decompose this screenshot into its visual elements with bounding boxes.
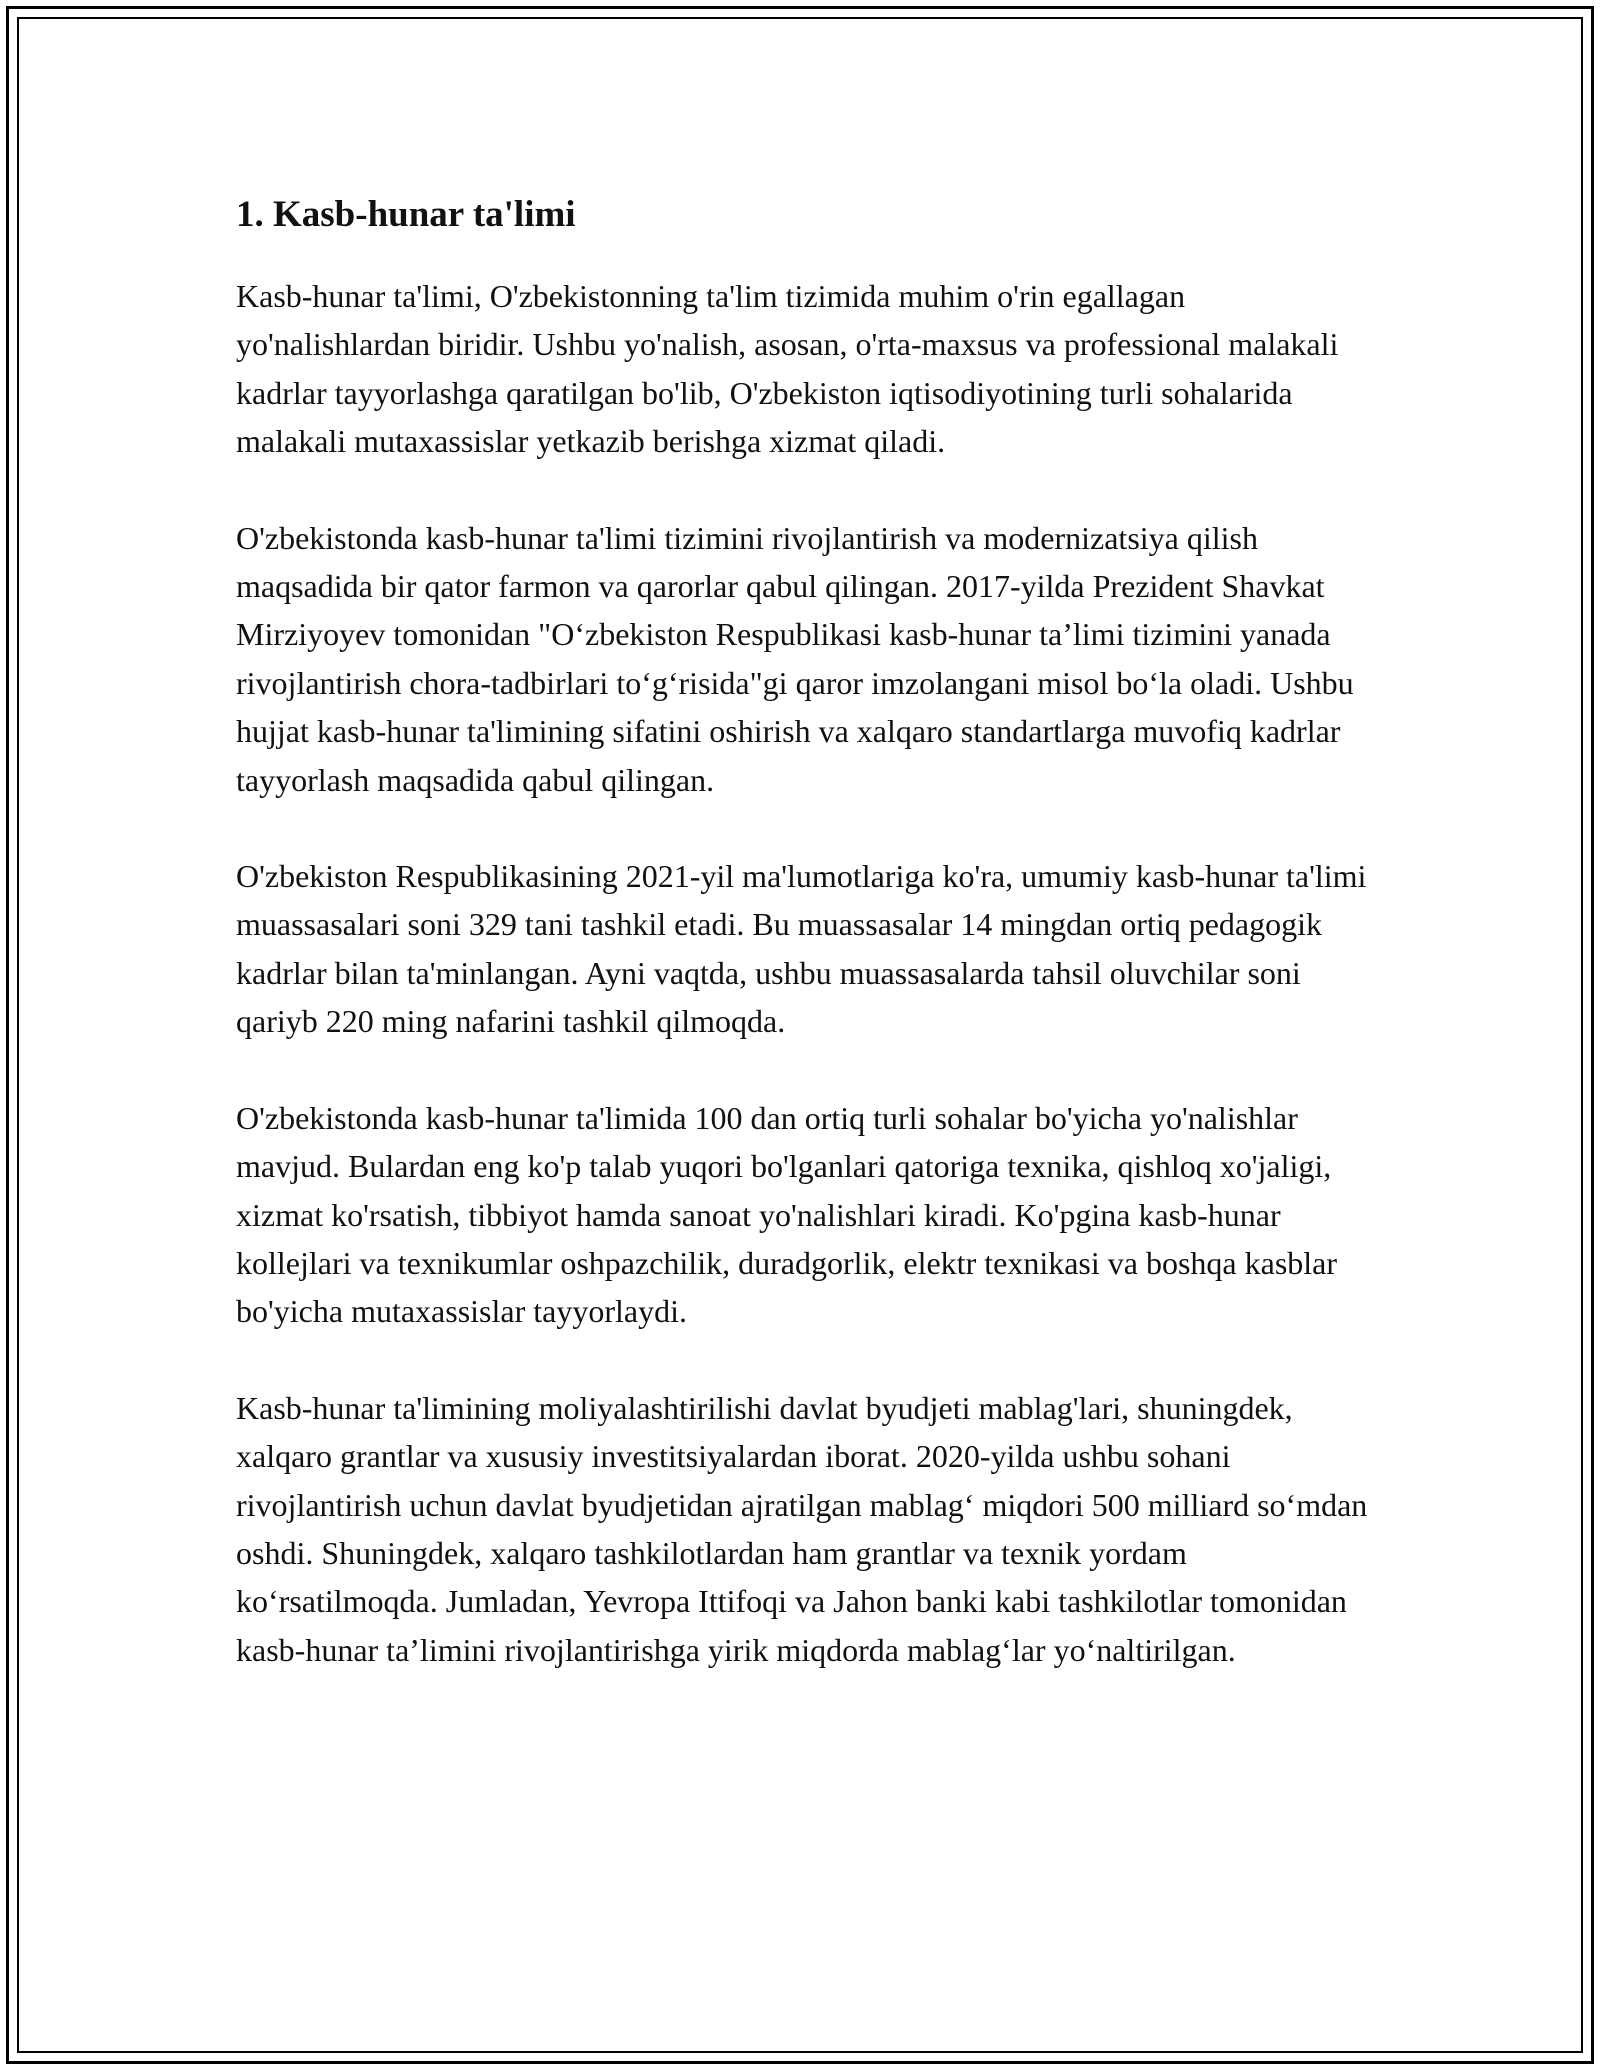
paragraph-financing: Kasb-hunar ta'limining moliyalashtirilishi davlat byudjeti mablag'lari, shuningdek, xalqaro grantlar va xususiy investitsiyalardan iborat. 2020-yilda ushbu sohani rivojlantirish uchun davlat byudjetidan ajratilgan mablag‘ miqdori 500 milliard so‘mdan oshdi. Shuningdek, xalqaro tashkilotlardan ham grantlar va texnik yordam ko‘rsatilmoqda. Jumladan, Yevropa Ittifoqi va Jahon banki kabi tashkilotlar tomonidan kasb-hunar ta’limini rivojlantirishga yirik miqdorda mablag‘lar yo‘naltirilgan. <box>236 1389 1368 1668</box>
section-heading: 1. Kasb-hunar ta'limi <box>236 194 576 235</box>
paragraph-specializations: O'zbekistonda kasb-hunar ta'limida 100 dan ortiq turli sohalar bo'yicha yo'nalishlar mavjud. Bulardan eng ko'p talab yuqori bo'lganlari qatoriga texnika, qishloq xo'jaligi, xizmat ko'rsatish, tibbiyot hamda sanoat yo'nalishlari kiradi. Ko'pgina kasb-hunar kollejlari va texnikumlar oshpazchilik, duradgorlik, elektr texnikasi va boshqa kasblar bo'yicha mutaxassislar tayyorlaydi. <box>236 1099 1338 1330</box>
paragraph-introduction: Kasb-hunar ta'limi, O'zbekistonning ta'lim tizimida muhim o'rin egallagan yo'nalishlardan biridir. Ushbu yo'nalish, asosan, o'rta-maxsus va professional malakali kadrlar tayyorlashga qaratilgan bo'lib, O'zbekiston iqtisodiyotining turli sohalarida malakali mutaxassislar yetkazib berishga xizmat qiladi. <box>236 278 1339 460</box>
document-body <box>236 180 1386 1722</box>
paragraph-statistics: O'zbekiston Respublikasining 2021-yil ma'lumotlariga ko'ra, umumiy kasb-hunar ta'limi muassasalari soni 329 tani tashkil etadi. Bu muassasalar 14 mingdan ortiq pedagogik kadrlar bilan ta'minlangan. Ayni vaqtda, ushbu muassasalarda tahsil oluvchilar soni qariyb 220 ming nafarini tashkil qilmoqda. <box>236 858 1367 1040</box>
paragraph-legislation: O'zbekistonda kasb-hunar ta'limi tizimini rivojlantirish va modernizatsiya qilish maqsadida bir qator farmon va qarorlar qabul qilingan. 2017-yilda Prezident Shavkat Mirziyoyev tomonidan "O‘zbekiston Respublikasi kasb-hunar ta’limi tizimini yanada rivojlantirish chora-tadbirlari to‘g‘risida"gi qaror imzolangani misol bo‘la oladi. Ushbu hujjat kasb-hunar ta'limining sifatini oshirish va xalqaro standartlarga muvofiq kadrlar tayyorlash maqsadida qabul qilingan. <box>236 519 1354 798</box>
